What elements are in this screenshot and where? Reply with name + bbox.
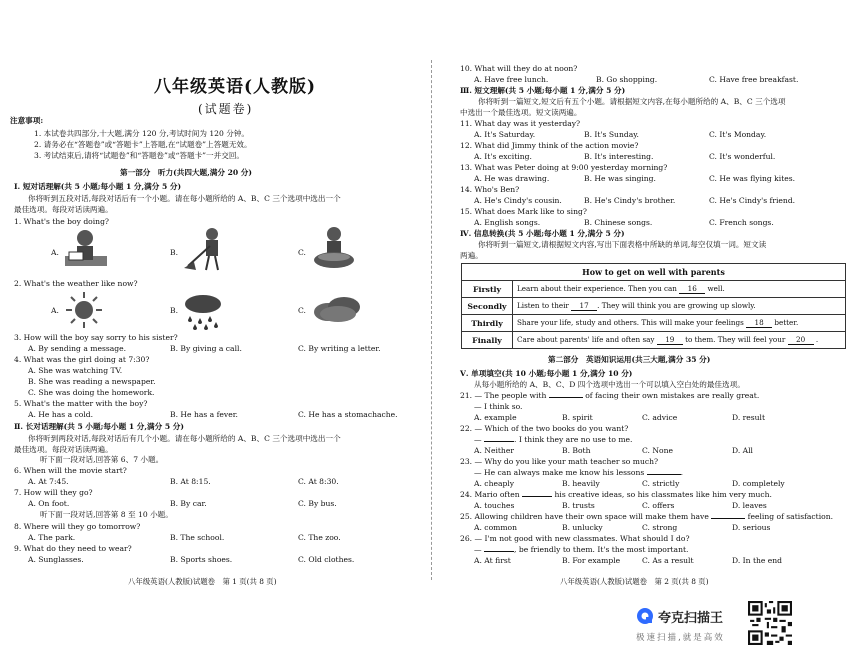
row-text: better. <box>774 318 799 327</box>
question-text: of facing their own mistakes are really great. <box>585 391 760 400</box>
row-content <box>513 298 846 315</box>
option: C. He has a stomachache. <box>298 410 398 419</box>
question-text: 25. Allowing children have their own space will make them have <box>460 512 709 521</box>
section-instruction: 从每小题所给的 A、B、C、D 四个选项中选出一个可以填入空白处的最佳选项。 <box>474 380 745 389</box>
question-22: 22. — Which of the two books do you want? <box>460 424 629 433</box>
option: B. He's Cindy's brother. <box>584 196 676 205</box>
option: A. She was watching TV. <box>28 366 123 375</box>
row-text: well. <box>707 284 725 293</box>
rain-cloud-icon <box>180 292 226 330</box>
answer-blank[interactable] <box>647 474 681 475</box>
section-instruction: 你将听到两段对话,每段对话后有几个小题。请在每小题所给的 A、B、C 三个选项中选出一个 <box>28 434 341 443</box>
question-9: 9. What do they need to wear? <box>14 544 132 553</box>
option: B. Both <box>562 446 591 455</box>
table-row <box>462 332 846 349</box>
question-22-line2: — . I think they are no use to me. <box>474 435 633 444</box>
question-text: feeling of satisfaction. <box>747 512 834 521</box>
option: C. He was flying kites. <box>709 174 796 183</box>
table-row <box>462 315 846 332</box>
option: A. He has a cold. <box>28 410 94 419</box>
row-text: to them. They will feel your <box>685 335 786 344</box>
section-title: Ⅱ. 长对话理解(共 5 小题;每小题 1 分,满分 5 分) <box>14 422 184 431</box>
option: A. Sunglasses. <box>28 555 84 564</box>
option: B. By giving a call. <box>170 344 242 353</box>
question-15: 15. What does Mark like to sing? <box>460 207 587 216</box>
watermark-brand: 夸克扫描王 <box>658 611 724 626</box>
question-14: 14. Who's Ben? <box>460 185 520 194</box>
row-label: Firstly <box>462 281 513 298</box>
option: D. leaves <box>732 501 767 510</box>
option: A. Have free lunch. <box>474 75 549 84</box>
sub-instruction: 听下面一段对话,回答第 8 至 10 小题。 <box>40 510 173 519</box>
option: A. He's Cindy's cousin. <box>474 196 562 205</box>
answer-blank[interactable] <box>484 551 514 552</box>
part-title: 第一部分 听力(共四大题,满分 20 分) <box>120 168 252 177</box>
option: A. On foot. <box>28 499 70 508</box>
row-content <box>513 332 846 349</box>
option: C. The zoo. <box>298 533 341 542</box>
option: B. She was reading a newspaper. <box>28 377 156 386</box>
exam-title: 八年级英语(人教版) <box>154 77 317 97</box>
option: A. At first <box>474 556 511 565</box>
option: D. completely <box>732 479 785 488</box>
question-text: . I think they are no use to me. <box>514 435 633 444</box>
option: B. Chinese songs. <box>584 218 653 227</box>
option: C. strictly <box>642 479 680 488</box>
option: B. At 8:15. <box>170 477 211 486</box>
question-8: 8. Where will they go tomorrow? <box>14 522 141 531</box>
question-text: 21. — The people with <box>460 391 547 400</box>
question-10: 10. What will they do at noon? <box>460 64 578 73</box>
option: B. The school. <box>170 533 225 542</box>
answer-blank[interactable] <box>484 441 514 442</box>
info-table <box>461 263 846 349</box>
option: A. cheaply <box>474 479 515 488</box>
option: A. By sending a message. <box>28 344 127 353</box>
option-letter: B. <box>170 306 178 315</box>
option: C. At 8:30. <box>298 477 339 486</box>
option: C. Have free breakfast. <box>709 75 799 84</box>
section-instruction: 最佳选项。每段对话读两遍。 <box>14 205 113 214</box>
quark-logo-icon <box>636 607 654 625</box>
question-23-line2: — He can always make me know his lessons . <box>474 468 684 477</box>
option: A. He was drawing. <box>474 174 550 183</box>
option: D. In the end <box>732 556 783 565</box>
option: B. Go shopping. <box>596 75 658 84</box>
row-content <box>513 281 846 298</box>
section-title: Ⅳ. 信息转换(共 5 小题;每小题 1 分,满分 5 分) <box>460 229 625 238</box>
boy-washing-picture <box>310 224 358 272</box>
section-title: Ⅰ. 短对话理解(共 5 小题;每小题 1 分,满分 5 分) <box>14 182 182 191</box>
notice-title: 注意事项: <box>10 116 44 125</box>
section-instruction: 你将听到五段对话,每段对话后有一个小题。请在每小题所给的 A、B、C 三个选项中选出一个 <box>28 194 341 203</box>
option: B. He has a fever. <box>170 410 238 419</box>
question-text: his creative ideas, so his classmates like him very much. <box>554 490 772 499</box>
option: B. For example <box>562 556 621 565</box>
sun-icon <box>64 290 104 330</box>
option: C. He's Cindy's friend. <box>709 196 796 205</box>
row-label: Finally <box>462 332 513 349</box>
question-24 <box>460 490 772 499</box>
exam-page-2 <box>436 0 860 656</box>
answer-blank[interactable]: 19 <box>657 335 683 345</box>
section-title: Ⅲ. 短文理解(共 5 小题;每小题 1 分,满分 5 分) <box>460 86 626 95</box>
boy-reading-picture <box>63 226 109 272</box>
question-4: 4. What was the girl doing at 7:30? <box>14 355 150 364</box>
answer-blank[interactable] <box>522 496 552 497</box>
answer-blank[interactable] <box>711 518 745 519</box>
page-footer: 八年级英语(人教版)试题卷 第 2 页(共 8 页) <box>560 577 709 586</box>
question-26: 26. — I'm not good with new classmates. What should I do? <box>460 534 690 543</box>
option: B. It's interesting. <box>584 152 654 161</box>
option: C. None <box>642 446 673 455</box>
option: C. By bus. <box>298 499 337 508</box>
row-text: Share your life, study and others. This will make your feelings <box>517 318 744 327</box>
section-instruction: 中选出一个最佳选项。短文读两遍。 <box>460 108 582 117</box>
question-7: 7. How will they go? <box>14 488 93 497</box>
question-13: 13. What was Peter doing at 9:00 yesterday morning? <box>460 163 668 172</box>
answer-blank[interactable] <box>549 397 583 398</box>
page-divider <box>431 60 432 580</box>
answer-blank[interactable]: 18 <box>746 318 772 328</box>
row-text: . They will think you are growing up slowly. <box>597 301 756 310</box>
cloud-icon <box>310 294 364 324</box>
option: A. touches <box>474 501 515 510</box>
question-text: — I think so. <box>474 402 523 411</box>
question-26-line2: — , be friendly to them. It's the most important. <box>474 545 689 554</box>
option: B. It's Sunday. <box>584 130 639 139</box>
sub-instruction: 听下面一段对话,回答第 6、7 小题。 <box>40 455 164 464</box>
row-content <box>513 315 846 332</box>
row-text: . <box>815 335 819 344</box>
question-2: 2. What's the weather like now? <box>14 279 138 288</box>
exam-subtitle: (试题卷) <box>198 102 254 116</box>
option: B. Sports shoes. <box>170 555 233 564</box>
option: C. advice <box>642 413 678 422</box>
option: C. It's Monday. <box>709 130 767 139</box>
option: A. It's exciting. <box>474 152 532 161</box>
question-21 <box>460 391 759 400</box>
option: B. He was singing. <box>584 174 656 183</box>
option: A. example <box>474 413 517 422</box>
section-instruction: 最佳选项。每段对话读两遍。 <box>14 445 113 454</box>
notice-item: 3. 考试结束后,请将“试题卷”和“答题卷”或“答题卡”一并交回。 <box>34 151 245 160</box>
qr-code-icon <box>748 601 792 645</box>
question-1: 1. What's the boy doing? <box>14 217 110 226</box>
row-text: Learn about their experience. Then you can <box>517 284 677 293</box>
question-11: 11. What day was it yesterday? <box>460 119 581 128</box>
question-text: — He can always make me know his lessons <box>474 468 645 477</box>
question-23: 23. — Why do you like your math teacher so much? <box>460 457 659 466</box>
option: C. Old clothes. <box>298 555 355 564</box>
boy-sweeping-picture <box>182 226 228 272</box>
option: C. offers <box>642 501 675 510</box>
row-text: Care about parents' life and often say <box>517 335 655 344</box>
row-label: Secondly <box>462 298 513 315</box>
option: A. It's Saturday. <box>474 130 536 139</box>
option: B. spirit <box>562 413 593 422</box>
question-25 <box>460 512 833 521</box>
option: B. unlucky <box>562 523 603 532</box>
option: B. By car. <box>170 499 207 508</box>
option-letter: A. <box>51 248 59 257</box>
notice-item: 1. 本试卷共四部分,十大题,满分 120 分,考试时间为 120 分钟。 <box>34 129 250 138</box>
option-letter: B. <box>170 248 178 257</box>
watermark-slogan: 极速扫描,就是高效 <box>636 633 725 643</box>
option-letter: C. <box>298 306 306 315</box>
option: B. heavily <box>562 479 600 488</box>
section-instruction: 你将听到一篇短文,请根据短文内容,写出下面表格中所缺的单词,每空仅填一词。短文读 <box>478 240 767 249</box>
question-5: 5. What's the matter with the boy? <box>14 399 148 408</box>
question-text: 24. Mario often <box>460 490 520 499</box>
option: C. It's wonderful. <box>709 152 776 161</box>
option: A. At 7:45. <box>28 477 69 486</box>
option: C. She was doing the homework. <box>28 388 155 397</box>
option: D. result <box>732 413 766 422</box>
notice-item: 2. 请务必在“答题卷”或“答题卡”上答题,在“试题卷”上答题无效。 <box>34 140 252 149</box>
part-title: 第二部分 英语知识运用(共三大题,满分 35 分) <box>548 355 711 364</box>
option: C. By writing a letter. <box>298 344 381 353</box>
section-instruction: 两遍。 <box>460 251 483 260</box>
answer-blank[interactable]: 16 <box>679 284 705 294</box>
question-12: 12. What did Jimmy think of the action movie? <box>460 141 639 150</box>
row-label: Thirdly <box>462 315 513 332</box>
answer-blank[interactable]: 17 <box>571 301 597 311</box>
row-text: Listen to their <box>517 301 569 310</box>
option: D. serious <box>732 523 771 532</box>
option: A. Neither <box>474 446 514 455</box>
option: A. English songs. <box>474 218 541 227</box>
table-row <box>462 298 846 315</box>
option-letter: C. <box>298 248 306 257</box>
question-6: 6. When will the movie start? <box>14 466 127 475</box>
option: C. French songs. <box>709 218 774 227</box>
section-instruction: 你将听到一篇短文,短文后有五个小题。请根据短文内容,在每小题所给的 A、B、C 三个选项 <box>478 97 786 106</box>
option: D. All <box>732 446 753 455</box>
page-footer: 八年级英语(人教版)试题卷 第 1 页(共 8 页) <box>128 577 277 586</box>
option: C. As a result <box>642 556 694 565</box>
option-letter: A. <box>51 306 59 315</box>
question-text: , be friendly to them. It's the most important. <box>514 545 689 554</box>
table-row <box>462 281 846 298</box>
section-title: Ⅴ. 单项填空(共 10 小题;每小题 1 分,满分 10 分) <box>460 369 633 378</box>
option: A. The park. <box>28 533 76 542</box>
option: B. trusts <box>562 501 595 510</box>
question-3: 3. How will the boy say sorry to his sister? <box>14 333 178 342</box>
table-title: How to get on well with parents <box>462 264 846 281</box>
answer-blank[interactable]: 20 <box>788 335 814 345</box>
option: A. common <box>474 523 518 532</box>
option: C. strong <box>642 523 678 532</box>
